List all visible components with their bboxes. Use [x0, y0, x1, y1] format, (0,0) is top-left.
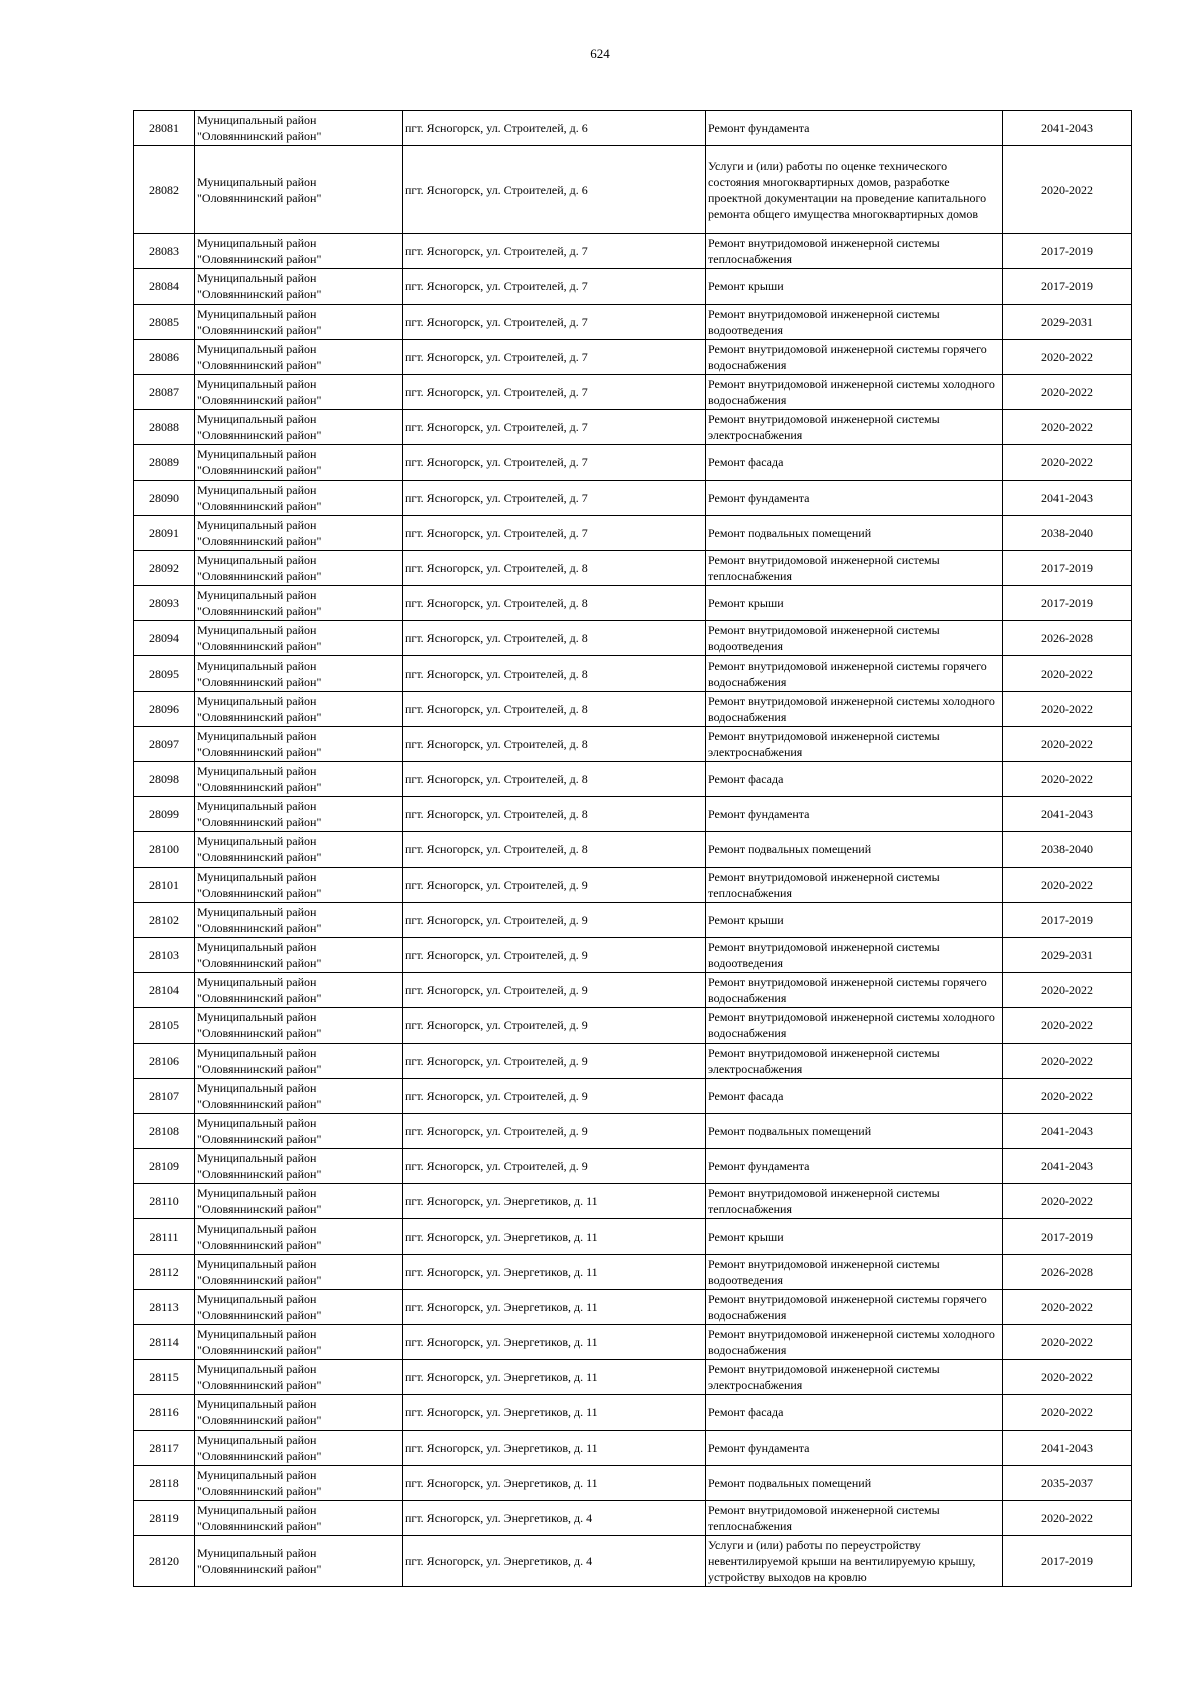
municipality-cell: Муниципальный район "Оловяннинский район"	[195, 762, 403, 797]
municipality-cell: Муниципальный район "Оловяннинский район"	[195, 515, 403, 550]
address-cell: пгт. Ясногорск, ул. Строителей, д. 6	[403, 111, 706, 146]
work-type-cell: Ремонт подвальных помещений	[706, 1465, 1003, 1500]
work-type-cell: Ремонт фундамента	[706, 480, 1003, 515]
work-type-cell: Ремонт внутридомовой инженерной системы теплоснабжения	[706, 550, 1003, 585]
row-number: 28088	[134, 410, 195, 445]
table-row	[134, 374, 1132, 409]
table-row	[134, 269, 1132, 304]
municipality-cell: Муниципальный район "Оловяннинский район"	[195, 304, 403, 339]
address-cell: пгт. Ясногорск, ул. Строителей, д. 8	[403, 762, 706, 797]
work-type-cell: Ремонт внутридомовой инженерной системы теплоснабжения	[706, 234, 1003, 269]
period-cell: 2038-2040	[1003, 515, 1132, 550]
municipality-cell: Муниципальный район "Оловяннинский район"	[195, 1008, 403, 1043]
municipality-cell: Муниципальный район "Оловяннинский район"	[195, 234, 403, 269]
table-row	[134, 1465, 1132, 1500]
period-cell: 2017-2019	[1003, 902, 1132, 937]
table-row	[134, 339, 1132, 374]
row-number: 28098	[134, 762, 195, 797]
work-type-cell: Услуги и (или) работы по оценке технического состояния многоквартирных домов, разработке проектной документации на проведение капитального ремонта общего имущества многоквартирных домов	[706, 146, 1003, 234]
address-cell: пгт. Ясногорск, ул. Энергетиков, д. 11	[403, 1219, 706, 1254]
table-row	[134, 1219, 1132, 1254]
work-type-cell: Ремонт внутридомовой инженерной системы горячего водоснабжения	[706, 339, 1003, 374]
table-row	[134, 304, 1132, 339]
municipality-cell: Муниципальный район "Оловяннинский район"	[195, 937, 403, 972]
municipality-cell: Муниципальный район "Оловяннинский район"	[195, 867, 403, 902]
work-type-cell: Ремонт внутридомовой инженерной системы холодного водоснабжения	[706, 691, 1003, 726]
work-type-cell: Ремонт крыши	[706, 1219, 1003, 1254]
work-type-cell: Ремонт внутридомовой инженерной системы холодного водоснабжения	[706, 1325, 1003, 1360]
row-number: 28094	[134, 621, 195, 656]
address-cell: пгт. Ясногорск, ул. Строителей, д. 9	[403, 902, 706, 937]
address-cell: пгт. Ясногорск, ул. Строителей, д. 9	[403, 1043, 706, 1078]
period-cell: 2035-2037	[1003, 1465, 1132, 1500]
address-cell: пгт. Ясногорск, ул. Энергетиков, д. 11	[403, 1465, 706, 1500]
address-cell: пгт. Ясногорск, ул. Энергетиков, д. 11	[403, 1360, 706, 1395]
period-cell: 2029-2031	[1003, 304, 1132, 339]
table-row	[134, 111, 1132, 146]
period-cell: 2020-2022	[1003, 762, 1132, 797]
work-type-cell: Ремонт фасада	[706, 1395, 1003, 1430]
address-cell: пгт. Ясногорск, ул. Строителей, д. 9	[403, 1008, 706, 1043]
municipality-cell: Муниципальный район "Оловяннинский район"	[195, 1149, 403, 1184]
work-type-cell: Ремонт внутридомовой инженерной системы теплоснабжения	[706, 867, 1003, 902]
table-row	[134, 621, 1132, 656]
period-cell: 2020-2022	[1003, 867, 1132, 902]
row-number: 28093	[134, 586, 195, 621]
table-row	[134, 1254, 1132, 1289]
work-type-cell: Ремонт фасада	[706, 1078, 1003, 1113]
row-number: 28118	[134, 1465, 195, 1500]
row-number: 28099	[134, 797, 195, 832]
municipality-cell: Муниципальный район "Оловяннинский район"	[195, 1254, 403, 1289]
address-cell: пгт. Ясногорск, ул. Строителей, д. 9	[403, 867, 706, 902]
municipality-cell: Муниципальный район "Оловяннинский район"	[195, 902, 403, 937]
municipality-cell: Муниципальный район "Оловяннинский район"	[195, 1113, 403, 1148]
work-type-cell: Ремонт внутридомовой инженерной системы водоотведения	[706, 1254, 1003, 1289]
municipality-cell: Муниципальный район "Оловяннинский район"	[195, 1360, 403, 1395]
municipality-cell: Муниципальный район "Оловяннинский район"	[195, 1500, 403, 1535]
municipality-cell: Муниципальный район "Оловяннинский район"	[195, 1043, 403, 1078]
address-cell: пгт. Ясногорск, ул. Строителей, д. 7	[403, 304, 706, 339]
work-type-cell: Ремонт внутридомовой инженерной системы горячего водоснабжения	[706, 1289, 1003, 1324]
work-type-cell: Ремонт внутридомовой инженерной системы теплоснабжения	[706, 1500, 1003, 1535]
table-row	[134, 867, 1132, 902]
address-cell: пгт. Ясногорск, ул. Энергетиков, д. 11	[403, 1395, 706, 1430]
row-number: 28109	[134, 1149, 195, 1184]
address-cell: пгт. Ясногорск, ул. Строителей, д. 7	[403, 480, 706, 515]
work-type-cell: Ремонт фундамента	[706, 1149, 1003, 1184]
period-cell: 2038-2040	[1003, 832, 1132, 867]
table-row	[134, 515, 1132, 550]
address-cell: пгт. Ясногорск, ул. Энергетиков, д. 11	[403, 1254, 706, 1289]
period-cell: 2020-2022	[1003, 339, 1132, 374]
table-row	[134, 480, 1132, 515]
table-row	[134, 902, 1132, 937]
row-number: 28102	[134, 902, 195, 937]
work-type-cell: Услуги и (или) работы по переустройству невентилируемой крыши на вентилируемую крышу, устройству выходов на кровлю	[706, 1536, 1003, 1587]
repair-schedule-table	[133, 110, 1132, 1587]
work-type-cell: Ремонт внутридомовой инженерной системы водоотведения	[706, 621, 1003, 656]
row-number: 28120	[134, 1536, 195, 1587]
period-cell: 2020-2022	[1003, 410, 1132, 445]
row-number: 28085	[134, 304, 195, 339]
table-row	[134, 1113, 1132, 1148]
table-row	[134, 1325, 1132, 1360]
table-row	[134, 586, 1132, 621]
work-type-cell: Ремонт фундамента	[706, 111, 1003, 146]
period-cell: 2020-2022	[1003, 1325, 1132, 1360]
address-cell: пгт. Ясногорск, ул. Энергетиков, д. 11	[403, 1184, 706, 1219]
table-row	[134, 973, 1132, 1008]
address-cell: пгт. Ясногорск, ул. Энергетиков, д. 4	[403, 1500, 706, 1535]
row-number: 28101	[134, 867, 195, 902]
period-cell: 2041-2043	[1003, 111, 1132, 146]
address-cell: пгт. Ясногорск, ул. Строителей, д. 7	[403, 374, 706, 409]
table-body	[134, 111, 1132, 1587]
work-type-cell: Ремонт внутридомовой инженерной системы теплоснабжения	[706, 1184, 1003, 1219]
row-number: 28082	[134, 146, 195, 234]
row-number: 28113	[134, 1289, 195, 1324]
municipality-cell: Муниципальный район "Оловяннинский район"	[195, 1325, 403, 1360]
work-type-cell: Ремонт крыши	[706, 902, 1003, 937]
address-cell: пгт. Ясногорск, ул. Энергетиков, д. 11	[403, 1325, 706, 1360]
table-row	[134, 832, 1132, 867]
row-number: 28089	[134, 445, 195, 480]
period-cell: 2020-2022	[1003, 1289, 1132, 1324]
address-cell: пгт. Ясногорск, ул. Строителей, д. 8	[403, 586, 706, 621]
table-row	[134, 1289, 1132, 1324]
row-number: 28104	[134, 973, 195, 1008]
address-cell: пгт. Ясногорск, ул. Строителей, д. 9	[403, 973, 706, 1008]
table-row	[134, 410, 1132, 445]
table-row	[134, 1008, 1132, 1043]
work-type-cell: Ремонт внутридомовой инженерной системы холодного водоснабжения	[706, 1008, 1003, 1043]
work-type-cell: Ремонт фасада	[706, 445, 1003, 480]
municipality-cell: Муниципальный район "Оловяннинский район"	[195, 374, 403, 409]
table-row	[134, 445, 1132, 480]
period-cell: 2020-2022	[1003, 374, 1132, 409]
address-cell: пгт. Ясногорск, ул. Строителей, д. 7	[403, 269, 706, 304]
row-number: 28107	[134, 1078, 195, 1113]
period-cell: 2020-2022	[1003, 1043, 1132, 1078]
work-type-cell: Ремонт внутридомовой инженерной системы электроснабжения	[706, 410, 1003, 445]
table-row	[134, 762, 1132, 797]
period-cell: 2020-2022	[1003, 146, 1132, 234]
period-cell: 2020-2022	[1003, 1184, 1132, 1219]
table-row	[134, 656, 1132, 691]
period-cell: 2020-2022	[1003, 656, 1132, 691]
table-row	[134, 146, 1132, 234]
row-number: 28100	[134, 832, 195, 867]
period-cell: 2020-2022	[1003, 726, 1132, 761]
address-cell: пгт. Ясногорск, ул. Энергетиков, д. 11	[403, 1430, 706, 1465]
address-cell: пгт. Ясногорск, ул. Строителей, д. 8	[403, 550, 706, 585]
period-cell: 2020-2022	[1003, 973, 1132, 1008]
work-type-cell: Ремонт внутридомовой инженерной системы электроснабжения	[706, 1360, 1003, 1395]
municipality-cell: Муниципальный район "Оловяннинский район"	[195, 410, 403, 445]
period-cell: 2026-2028	[1003, 621, 1132, 656]
address-cell: пгт. Ясногорск, ул. Строителей, д. 8	[403, 726, 706, 761]
municipality-cell: Муниципальный район "Оловяннинский район"	[195, 111, 403, 146]
page-number: 624	[590, 46, 610, 61]
municipality-cell: Муниципальный район "Оловяннинский район"	[195, 1078, 403, 1113]
municipality-cell: Муниципальный район "Оловяннинский район"	[195, 146, 403, 234]
municipality-cell: Муниципальный район "Оловяннинский район"	[195, 1184, 403, 1219]
address-cell: пгт. Ясногорск, ул. Строителей, д. 7	[403, 339, 706, 374]
table-row	[134, 1043, 1132, 1078]
row-number: 28090	[134, 480, 195, 515]
period-cell: 2041-2043	[1003, 797, 1132, 832]
row-number: 28117	[134, 1430, 195, 1465]
municipality-cell: Муниципальный район "Оловяннинский район"	[195, 621, 403, 656]
period-cell: 2041-2043	[1003, 1430, 1132, 1465]
address-cell: пгт. Ясногорск, ул. Строителей, д. 8	[403, 797, 706, 832]
address-cell: пгт. Ясногорск, ул. Строителей, д. 7	[403, 445, 706, 480]
period-cell: 2017-2019	[1003, 234, 1132, 269]
work-type-cell: Ремонт крыши	[706, 586, 1003, 621]
work-type-cell: Ремонт фундамента	[706, 797, 1003, 832]
period-cell: 2020-2022	[1003, 445, 1132, 480]
table-row	[134, 1536, 1132, 1587]
work-type-cell: Ремонт внутридомовой инженерной системы электроснабжения	[706, 1043, 1003, 1078]
period-cell: 2029-2031	[1003, 937, 1132, 972]
address-cell: пгт. Ясногорск, ул. Строителей, д. 8	[403, 621, 706, 656]
period-cell: 2017-2019	[1003, 586, 1132, 621]
period-cell: 2017-2019	[1003, 1536, 1132, 1587]
table-row	[134, 726, 1132, 761]
period-cell: 2041-2043	[1003, 480, 1132, 515]
municipality-cell: Муниципальный район "Оловяннинский район"	[195, 832, 403, 867]
address-cell: пгт. Ясногорск, ул. Строителей, д. 8	[403, 656, 706, 691]
period-cell: 2017-2019	[1003, 269, 1132, 304]
address-cell: пгт. Ясногорск, ул. Строителей, д. 8	[403, 691, 706, 726]
table-row	[134, 937, 1132, 972]
period-cell: 2020-2022	[1003, 1500, 1132, 1535]
address-cell: пгт. Ясногорск, ул. Строителей, д. 7	[403, 410, 706, 445]
row-number: 28116	[134, 1395, 195, 1430]
table-row	[134, 1360, 1132, 1395]
municipality-cell: Муниципальный район "Оловяннинский район"	[195, 480, 403, 515]
address-cell: пгт. Ясногорск, ул. Строителей, д. 9	[403, 1113, 706, 1148]
table-row	[134, 797, 1132, 832]
table-row	[134, 1184, 1132, 1219]
municipality-cell: Муниципальный район "Оловяннинский район"	[195, 339, 403, 374]
row-number: 28108	[134, 1113, 195, 1148]
municipality-cell: Муниципальный район "Оловяннинский район"	[195, 1430, 403, 1465]
work-type-cell: Ремонт внутридомовой инженерной системы холодного водоснабжения	[706, 374, 1003, 409]
address-cell: пгт. Ясногорск, ул. Строителей, д. 7	[403, 515, 706, 550]
row-number: 28086	[134, 339, 195, 374]
municipality-cell: Муниципальный район "Оловяннинский район"	[195, 691, 403, 726]
municipality-cell: Муниципальный район "Оловяннинский район"	[195, 973, 403, 1008]
row-number: 28106	[134, 1043, 195, 1078]
table-row	[134, 1500, 1132, 1535]
row-number: 28097	[134, 726, 195, 761]
municipality-cell: Муниципальный район "Оловяннинский район"	[195, 550, 403, 585]
period-cell: 2041-2043	[1003, 1113, 1132, 1148]
municipality-cell: Муниципальный район "Оловяннинский район"	[195, 445, 403, 480]
municipality-cell: Муниципальный район "Оловяннинский район"	[195, 797, 403, 832]
row-number: 28103	[134, 937, 195, 972]
period-cell: 2017-2019	[1003, 1219, 1132, 1254]
period-cell: 2020-2022	[1003, 1360, 1132, 1395]
period-cell: 2026-2028	[1003, 1254, 1132, 1289]
table-row	[134, 1078, 1132, 1113]
work-type-cell: Ремонт подвальных помещений	[706, 1113, 1003, 1148]
work-type-cell: Ремонт подвальных помещений	[706, 515, 1003, 550]
work-type-cell: Ремонт внутридомовой инженерной системы горячего водоснабжения	[706, 656, 1003, 691]
period-cell: 2020-2022	[1003, 1008, 1132, 1043]
municipality-cell: Муниципальный район "Оловяннинский район"	[195, 1395, 403, 1430]
period-cell: 2020-2022	[1003, 1395, 1132, 1430]
municipality-cell: Муниципальный район "Оловяннинский район"	[195, 1465, 403, 1500]
row-number: 28119	[134, 1500, 195, 1535]
municipality-cell: Муниципальный район "Оловяннинский район"	[195, 586, 403, 621]
work-type-cell: Ремонт внутридомовой инженерной системы горячего водоснабжения	[706, 973, 1003, 1008]
table-row	[134, 1395, 1132, 1430]
row-number: 28095	[134, 656, 195, 691]
work-type-cell: Ремонт внутридомовой инженерной системы электроснабжения	[706, 726, 1003, 761]
work-type-cell: Ремонт крыши	[706, 269, 1003, 304]
row-number: 28083	[134, 234, 195, 269]
row-number: 28115	[134, 1360, 195, 1395]
municipality-cell: Муниципальный район "Оловяннинский район"	[195, 269, 403, 304]
row-number: 28112	[134, 1254, 195, 1289]
row-number: 28105	[134, 1008, 195, 1043]
row-number: 28114	[134, 1325, 195, 1360]
table-row	[134, 691, 1132, 726]
row-number: 28087	[134, 374, 195, 409]
row-number: 28081	[134, 111, 195, 146]
address-cell: пгт. Ясногорск, ул. Строителей, д. 6	[403, 146, 706, 234]
work-type-cell: Ремонт внутридомовой инженерной системы водоотведения	[706, 304, 1003, 339]
municipality-cell: Муниципальный район "Оловяннинский район"	[195, 656, 403, 691]
address-cell: пгт. Ясногорск, ул. Энергетиков, д. 4	[403, 1536, 706, 1587]
row-number: 28110	[134, 1184, 195, 1219]
municipality-cell: Муниципальный район "Оловяннинский район"	[195, 726, 403, 761]
address-cell: пгт. Ясногорск, ул. Строителей, д. 9	[403, 1078, 706, 1113]
period-cell: 2041-2043	[1003, 1149, 1132, 1184]
row-number: 28091	[134, 515, 195, 550]
row-number: 28096	[134, 691, 195, 726]
table-row	[134, 234, 1132, 269]
work-type-cell: Ремонт фасада	[706, 762, 1003, 797]
address-cell: пгт. Ясногорск, ул. Энергетиков, д. 11	[403, 1289, 706, 1324]
municipality-cell: Муниципальный район "Оловяннинский район"	[195, 1219, 403, 1254]
address-cell: пгт. Ясногорск, ул. Строителей, д. 9	[403, 1149, 706, 1184]
municipality-cell: Муниципальный район "Оловяннинский район"	[195, 1289, 403, 1324]
table-row	[134, 550, 1132, 585]
municipality-cell: Муниципальный район "Оловяннинский район"	[195, 1536, 403, 1587]
table-row	[134, 1149, 1132, 1184]
period-cell: 2020-2022	[1003, 691, 1132, 726]
address-cell: пгт. Ясногорск, ул. Строителей, д. 8	[403, 832, 706, 867]
period-cell: 2020-2022	[1003, 1078, 1132, 1113]
address-cell: пгт. Ясногорск, ул. Строителей, д. 7	[403, 234, 706, 269]
work-type-cell: Ремонт фундамента	[706, 1430, 1003, 1465]
work-type-cell: Ремонт внутридомовой инженерной системы водоотведения	[706, 937, 1003, 972]
row-number: 28092	[134, 550, 195, 585]
row-number: 28111	[134, 1219, 195, 1254]
period-cell: 2017-2019	[1003, 550, 1132, 585]
address-cell: пгт. Ясногорск, ул. Строителей, д. 9	[403, 937, 706, 972]
table-row	[134, 1430, 1132, 1465]
work-type-cell: Ремонт подвальных помещений	[706, 832, 1003, 867]
row-number: 28084	[134, 269, 195, 304]
